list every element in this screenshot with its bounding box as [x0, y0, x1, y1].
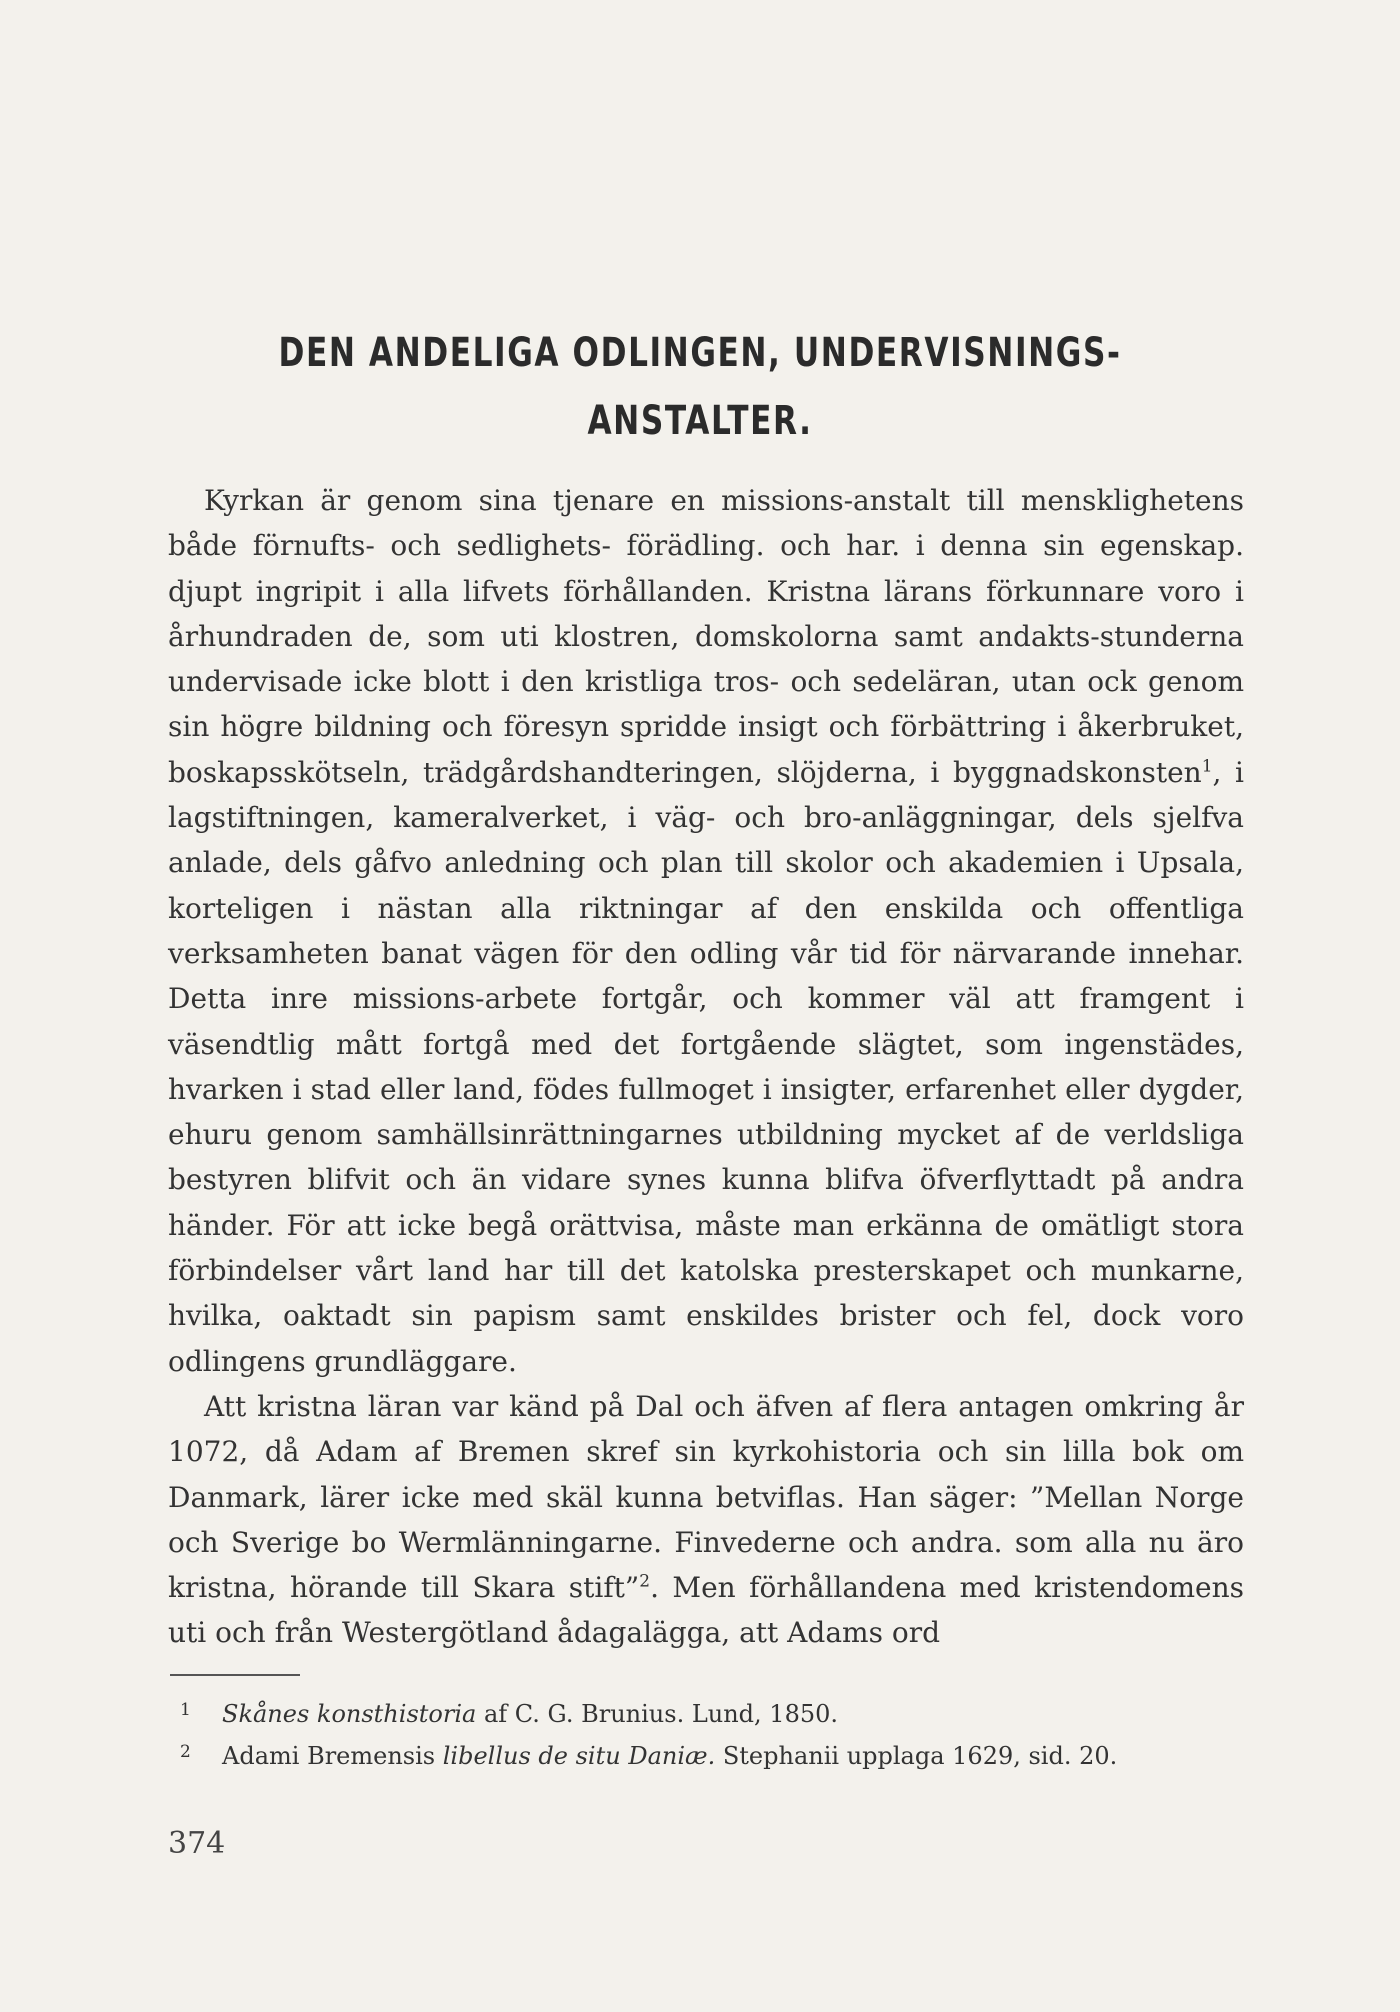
footnote-2-rest: Stephanii upplaga 1629, sid. 20. [715, 1742, 1118, 1770]
paragraph-2-part2: . Men förhållandena med kristendomens uti och från Westergötland ådagalägga, att Adams ord [168, 1571, 1244, 1650]
footnote-1-mark: 1 [180, 1700, 191, 1720]
footnote-1-title: Skånes konsthistoria [222, 1700, 477, 1728]
body-text [168, 478, 1244, 1656]
paragraph-1-part1: Kyrkan är genom sina tjenare en missions-anstalt till mensklighetens både förnufts- och sedlighets- förädling. och har. i denna sin egenskap. djupt ingripit i alla lifvets förhållanden. Kristna lärans förkunnare voro i århundraden de, som uti klostren, domskolorna samt andakts-stunderna undervisade icke blott i den kristliga tros- och sedeläran, utan ock genom sin högre bildning och föresyn spridde insigt och förbättring i åkerbruket, boskapsskötseln, trädgårdshandteringen, slöjderna, i byggnadskonsten [168, 484, 1244, 789]
footnote-2-mark: 2 [180, 1742, 191, 1762]
paragraph-2-part1: Att kristna läran var känd på Dal och äfven af flera antagen omkring år 1072, då Adam af Bremen skref sin kyrkohistoria och sin lilla bok om Danmark, lärer icke med skäl kunna betviflas. Han säger: ”Mellan Norge och Sverige bo Wermlänningarne. Finvederne och andra. som alla nu äro kristna, hörande till Skara stift” [168, 1389, 1244, 1605]
footnote-2 [180, 1742, 1240, 1770]
paragraph-1-part2: , i lagstiftningen, kameralverket, i väg- och bro-anläggningar, dels sjelfva anlade, dels gåfvo anledning och plan till skolor och akademien i Upsala, korteligen i nästan alla riktningar af den enskilda och offentliga verksamheten banat vägen för den odling vår tid för närvarande innehar. Detta inre missions-arbete fortgår, och kommer väl att framgent i väsendtlig mått fortgå med det fortgående slägtet, som ingenstädes, hvarken i stad eller land, födes fullmoget i insigter, erfarenhet eller dygder, ehuru genom samhällsinrättningarnes utbildning mycket af de verldsliga bestyren blifvit och än vidare synes kunna blifva öfverflyttadt på andra händer. För att icke begå orättvisa, måste man erkänna de omätligt stora förbindelser vårt land har till det katolska presterskapet och munkarne, hvilka, oaktadt sin papism samt enskildes brister och fel, dock voro odlingens grundläggare. [168, 755, 1244, 1378]
paragraph-1 [168, 478, 1244, 1384]
footnote-ref-1: 1 [1201, 756, 1213, 777]
footnote-2-lead: Adami Bremensis [222, 1742, 443, 1770]
page-number: 374 [168, 1826, 226, 1861]
footnote-1 [180, 1700, 1240, 1728]
chapter-title-line1: DEN ANDELIGA ODLINGEN, UNDERVISNINGS- [278, 330, 1122, 376]
footnote-ref-2: 2 [639, 1571, 651, 1592]
footnote-1-rest: af C. G. Brunius. Lund, 1850. [476, 1700, 839, 1728]
paragraph-2 [168, 1384, 1244, 1656]
chapter-title-line2: ANSTALTER. [587, 398, 813, 444]
footnote-divider [170, 1674, 300, 1676]
footnote-2-title: libellus de situ Daniæ. [442, 1742, 716, 1770]
